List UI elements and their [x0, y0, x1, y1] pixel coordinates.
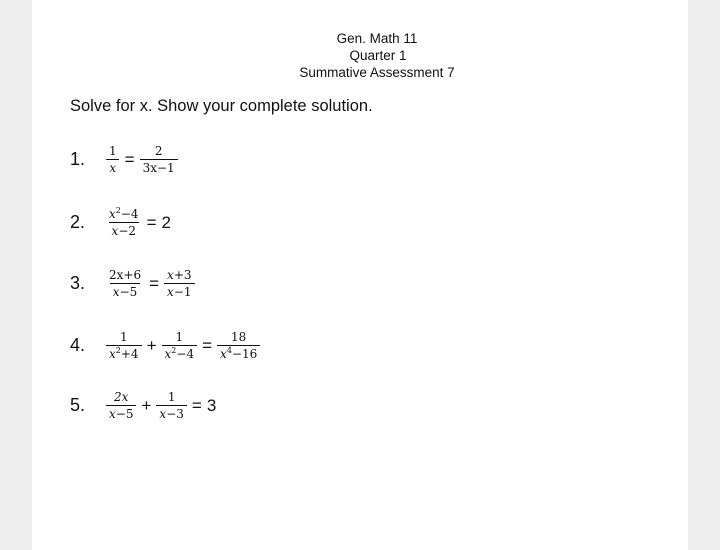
header-assessment: Summative Assessment 7 — [299, 65, 455, 80]
fraction: $\frac{18}{x^4-16}$ — [217, 330, 260, 361]
problem-number: 2. — [70, 212, 86, 232]
equals-sign: = — [149, 273, 160, 293]
fraction: $\frac{x^2-4}{x-2}$ — [109, 206, 139, 238]
instruction-text: Solve for x. Show your complete solution. — [70, 97, 373, 115]
equation — [104, 268, 197, 299]
right-hand-side: 3 — [206, 395, 217, 415]
document-header — [32, 30, 688, 81]
fraction: $\frac{2x+6}{x-5}$ — [109, 268, 142, 299]
plus-sign: + — [146, 335, 157, 355]
problem-5 — [70, 390, 216, 421]
problem-number: 3. — [70, 273, 86, 293]
worksheet-page — [32, 0, 688, 550]
header-quarter: Quarter 1 — [349, 48, 407, 63]
equals-sign: = — [202, 335, 213, 355]
problem-number: 4. — [70, 335, 86, 355]
equation — [104, 390, 216, 421]
header-course: Gen. Math 11 — [336, 31, 418, 46]
fraction: $\frac{x+3}{x-1}$ — [164, 268, 194, 299]
fraction: $\frac{1}{x-3}$ — [156, 390, 186, 421]
problem-1 — [70, 144, 180, 175]
fraction: $\frac{2}{3x-1}$ — [140, 144, 178, 175]
equation — [104, 207, 171, 238]
problem-2 — [70, 207, 171, 238]
equation — [104, 330, 262, 361]
fraction: $\frac{1}{x}$ — [106, 144, 120, 175]
problem-number: 1. — [70, 149, 86, 169]
problem-number: 5. — [70, 395, 86, 415]
problem-4 — [70, 330, 262, 361]
equals-sign: = — [146, 212, 157, 232]
equation — [104, 144, 180, 175]
right-hand-side: 2 — [161, 212, 171, 232]
equals-sign: = — [124, 149, 135, 169]
plus-sign: + — [141, 395, 152, 415]
problem-3 — [70, 268, 197, 299]
fraction: $\frac{1}{x^2-4}$ — [162, 330, 198, 361]
fraction: $\frac{1}{x^2+4}$ — [106, 330, 142, 361]
equals-sign: = — [191, 395, 202, 415]
fraction: $\frac{2x}{x-5}$ — [106, 390, 136, 421]
